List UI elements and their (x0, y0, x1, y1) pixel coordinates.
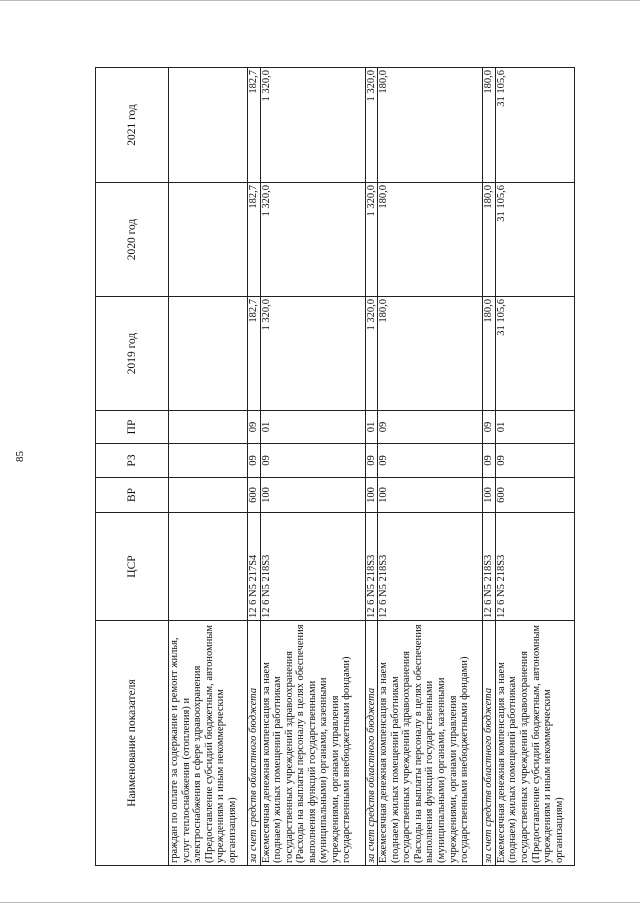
row-name-italic: за счет средств областного бюджета (365, 687, 377, 863)
row-2019 (169, 297, 248, 411)
row-name: Ежемесячная денежная компенсация за наем (поднаем) жилых помещений работникам государственных учреждений здравоохранения (Расходы на выплаты персоналу в целях обеспечения выполнения функций государственными (муниципальными) органами, казенными учреждениями, органами управления государственными внебюджетными фондами) (378, 621, 483, 866)
row-name (483, 621, 496, 866)
row-2019: 1 320,0 (365, 297, 378, 411)
row-name: Ежемесячная денежная компенсация за наем (поднаем) жилых помещений работникам государственных учреждений здравоохранения (Предоставление субсидий бюджетным, автономным учреждениям и иным некоммерческим организациям) (495, 621, 574, 866)
row-2021: 180,0 (378, 68, 483, 183)
row-csr: 12 6 N5 217S4 (248, 513, 261, 621)
row-name (365, 621, 378, 866)
row-2019: 180,0 (378, 297, 483, 411)
row-csr: 12 6 N5 218S3 (365, 513, 378, 621)
header-pr: ПР (96, 411, 169, 444)
row-csr: 12 6 N5 218S3 (260, 513, 365, 621)
table-row (169, 68, 248, 866)
header-name: Наименование показателя (96, 621, 169, 866)
row-rz: 09 (260, 444, 365, 478)
row-2021: 1 320,0 (365, 68, 378, 183)
row-rz: 09 (483, 444, 496, 478)
row-name: граждан по оплате за содержание и ремонт жилья, услуг теплоснабжения (отопления) и электроснабжения в сфере здравоохранения (Предоставление субсидий бюджетным, автономным учреждениям и иным некоммерческим организациям) (169, 621, 248, 866)
row-pr (169, 411, 248, 444)
row-name (248, 621, 261, 866)
row-rz: 09 (365, 444, 378, 478)
header-rz: РЗ (96, 444, 169, 478)
table-row (260, 68, 365, 866)
row-2020: 1 320,0 (260, 183, 365, 297)
row-name-italic: за счет средств областного бюджета (248, 687, 260, 863)
row-rz: 09 (248, 444, 261, 478)
row-vr: 100 (378, 478, 483, 513)
header-2021: 2021 год (96, 68, 169, 183)
row-name: Ежемесячная денежная компенсация за наем (поднаем) жилых помещений работникам государственных учреждений здравоохранения (Расходы на выплаты персоналу в целях обеспечения выполнения функций государственными (муниципальными) органами, казенными учреждениями, органами управления государственными внебюджетными фондами) (260, 621, 365, 866)
row-csr: 12 6 N5 218S3 (483, 513, 496, 621)
row-2019: 180,0 (483, 297, 496, 411)
table-row (378, 68, 483, 866)
row-vr: 600 (248, 478, 261, 513)
row-vr (169, 478, 248, 513)
rotated-table-container (95, 68, 575, 866)
row-2021: 31 105,6 (495, 68, 574, 183)
header-2019: 2019 год (96, 297, 169, 411)
table-row (495, 68, 574, 866)
budget-table (95, 67, 575, 866)
row-2020 (169, 183, 248, 297)
table-row (483, 68, 496, 866)
header-2020: 2020 год (96, 183, 169, 297)
row-pr: 09 (378, 411, 483, 444)
row-vr: 100 (260, 478, 365, 513)
row-rz (169, 444, 248, 478)
row-csr: 12 6 N5 218S3 (378, 513, 483, 621)
row-2021: 1 320,0 (260, 68, 365, 183)
page-number: 85 (14, 451, 26, 462)
row-2020: 31 105,6 (495, 183, 574, 297)
row-vr: 100 (483, 478, 496, 513)
table-header-row (96, 68, 169, 866)
row-2020: 1 320,0 (365, 183, 378, 297)
row-pr: 09 (248, 411, 261, 444)
header-vr: ВР (96, 478, 169, 513)
table-row (365, 68, 378, 866)
row-2020: 180,0 (378, 183, 483, 297)
row-rz: 09 (378, 444, 483, 478)
row-csr: 12 6 N5 218S3 (495, 513, 574, 621)
row-2019: 1 320,0 (260, 297, 365, 411)
row-name-italic: за счет средств областного бюджета (483, 687, 495, 863)
row-2021: 182,7 (248, 68, 261, 183)
row-pr: 01 (260, 411, 365, 444)
row-csr (169, 513, 248, 621)
row-pr: 01 (495, 411, 574, 444)
row-pr: 09 (483, 411, 496, 444)
row-2021: 180,0 (483, 68, 496, 183)
row-2020: 182,7 (248, 183, 261, 297)
row-vr: 600 (495, 478, 574, 513)
table-row (248, 68, 261, 866)
row-2019: 31 105,6 (495, 297, 574, 411)
header-csr: ЦСР (96, 513, 169, 621)
row-vr: 100 (365, 478, 378, 513)
row-2019: 182,7 (248, 297, 261, 411)
row-rz: 09 (495, 444, 574, 478)
row-pr: 01 (365, 411, 378, 444)
row-2021 (169, 68, 248, 183)
row-2020: 180,0 (483, 183, 496, 297)
